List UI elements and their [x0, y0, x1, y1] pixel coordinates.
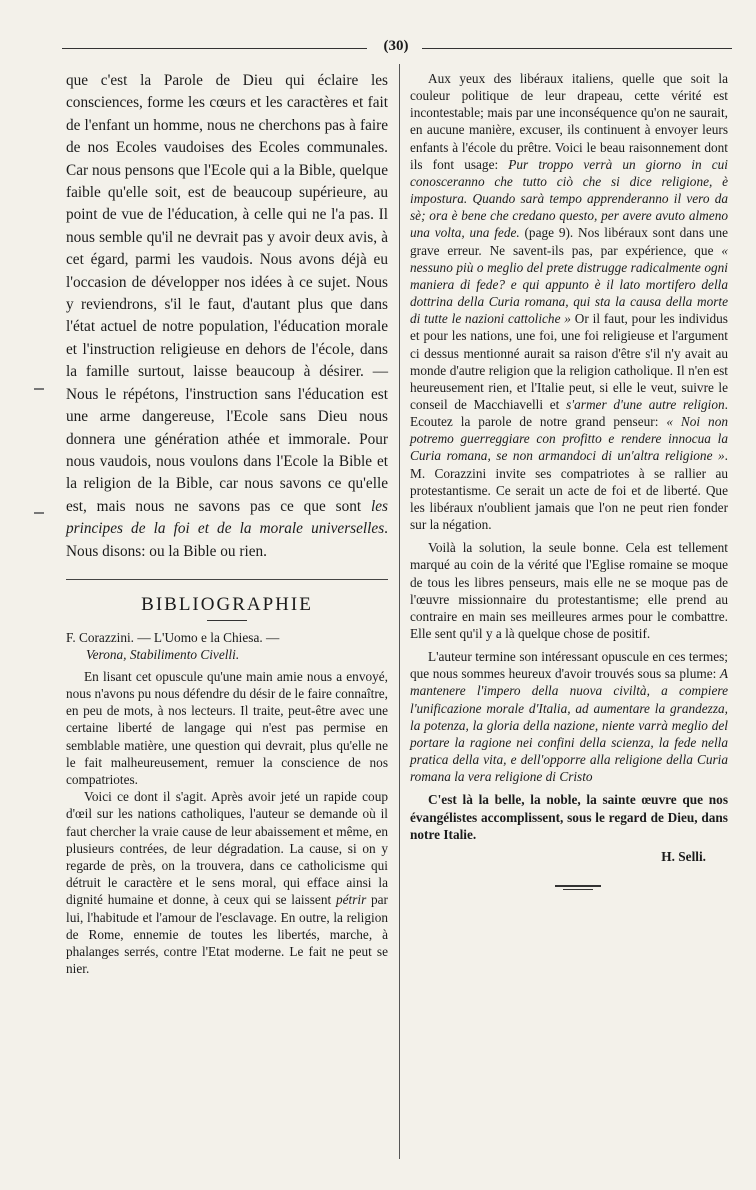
book-reference [66, 629, 388, 664]
margin-mark [34, 512, 44, 514]
review-paragraph: En lisant cet opuscule qu'une main amie nous a envoyé, nous n'avons pu nous défendre du désir de le faire connaître, en peu de mots, à nos lecteurs. Il traite, peut-être avec une certaine liberté de langage qui n'est pas permise en semblable matière, une question qui devrait, plus qu'elle ne le fait malheureusement, remuer la conscience de nos compatriotes. [66, 668, 388, 787]
review-paragraph: Voici ce dont il s'agit. Après avoir jeté un rapide coup d'œil sur les nations catholiques, l'auteur se demande où il faut chercher la vraie cause de leur abaissement et même, en plusieurs contrées, de leur dégradation. La cause, si on y regarde de près, on la trouvera, dans ce catholicisme qui détruit le caractère et le sens moral, qui efface ainsi la dignité humaine et donne, à ceux qui se laissent pétrir par lui, l'habitude et l'amour de l'esclavage. En outre, la religion de Rome, ennemie de toutes les libertés, marche, à phalanges serrés, contre l'Etat moderne. Le fait ne peut se nier. [66, 789, 388, 977]
closing-paragraph: C'est là la belle, la noble, la sainte œuvre que nos évangélistes accomplissent, sous le regard de Dieu, dans notre Italie. [410, 792, 728, 842]
author-signature: H. Selli. [661, 848, 706, 864]
title-underline [207, 620, 247, 621]
page-number: (30) [383, 38, 409, 54]
column-divider [399, 64, 400, 1159]
section-title: BIBLIOGRAPHIE [141, 593, 313, 615]
margin-mark [34, 388, 44, 390]
header-rule-left [62, 48, 367, 49]
header-rule-right [422, 48, 732, 49]
page-header [62, 38, 732, 58]
right-column [410, 70, 728, 890]
end-rule [555, 885, 601, 887]
article-continuation: que c'est la Parole de Dieu qui éclaire les consciences, forme les cœurs et les caractères et fait de l'enfant un homme, nous ne cherchons pas à faire de nos Ecoles vaudoises des Ecoles communales. Car nous pensons que l'Ecole qui a la Bible, quelque faible qu'elle soit, est de beaucoup supérieure, au point de vue de l'éducation, à celle qui ne l'a pas. Il nous semble qu'il ne devrait pas y avoir deux avis, à cet égard, parmi les vaudois. Nous avons déjà eu l'occasion de développer nos idées à ce sujet. Nous y reviendrons, s'il le faut, d'autant plus que dans l'état actuel de notre population, l'éducation morale et l'instruction religieuse en dehors de l'école, dans la famille surtout, laisse beaucoup à désirer. — Nous le répétons, l'instruction sans l'éducation est une arme dangereuse, l'Ecole sans Dieu nous donnera une génération athée et immorale. Pour nous vaudois, nous voulons dans l'Ecole la Bible et la religion de la Bible, car nous savons ce qu'elle est, mais nous ne savons pas ce que sont les principes de la foi et de la morale universelles. Nous disons: ou la Bible ou rien. [66, 72, 388, 560]
review-paragraph: L'auteur termine son intéressant opuscule en ces termes; que nous sommes heureux d'avoir trouvés sous sa plume: A mantenere l'impero della nuova civiltà, a compiere l'unificazione morale d'Italia, ad aumentare la grandezza, la potenza, la gloria della nazione, niente varrà meglio del portare la ragione nei confini della scienza, la fede nella pratica della vita, e dell'opporre alla religione della Curia romana la vera religione di Cristo [410, 649, 728, 785]
book-author-title: F. Corazzini. — L'Uomo e la Chiesa. — [66, 629, 280, 645]
book-publisher: Verona, Stabilimento Civelli. [86, 647, 240, 663]
section-divider [66, 579, 388, 580]
left-column [66, 70, 388, 977]
end-rule [563, 889, 593, 890]
review-paragraph: Aux yeux des libéraux italiens, quelle que soit la couleur politique de leur drapeau, cette vérité est incontestable; mais par une inconséquence qu'on ne saurait, en aucune manière, excuser, ils continuent à envoyer leurs enfants à l'école du prêtre. Voici le beau raisonnement dont ils font usage: Pur troppo verrà un giorno in cui conosceranno che tutto ciò che si dice religione, è impostura. Quando sarà tempo apprenderanno il vero da sè; ora è bene che credano questo, per avere avuto almeno una volta, una fede. (page 9). Nos libéraux sont dans une grave erreur. Ne savent-ils pas, par expérience, que « nessuno più o meglio del prete distrugge radicalmente ogni maniera di fede? e qui appunto è il lato mortifero della dottrina della Curia romana, qui sta la causa della morte di tutte le nazioni cattoliche » Or il faut, pour les individus et pour les nations, une foi, une foi religieuse et l'argument ci dessus mentionné aurait sa raison d'être s'il n'y avait au monde d'autre religion que la religion catholique. Il n'en est heureusement rien, et l'Italie peut, si elle le veut, suivre le conseil de Macchiavelli et s'armer d'une autre religion. Ecoutez la parole de notre grand penseur: « Noi non potremo guerreggiare con profitto e rendere innocua la Curia romana, se non armandoci di un'altra religione ». M. Corazzini invite ses compatriotes à se rallier au protestantisme. Ce serait un acte de foi et de liberté. Que les libéraux n'oublient jamais que l'on ne peut rien fonder sur la négation. [410, 71, 728, 533]
review-paragraph: Voilà la solution, la seule bonne. Cela est tellement marqué au coin de la vérité que l'Eglise romaine se moque de tous les libres penseurs, mais elle ne se moque pas de l'œuvre missionnaire du protestantisme; elle prend au contraire en main ses meilleures armes pour le combattre. Elle sent qu'il y a là quelque chose de positif. [410, 540, 728, 641]
